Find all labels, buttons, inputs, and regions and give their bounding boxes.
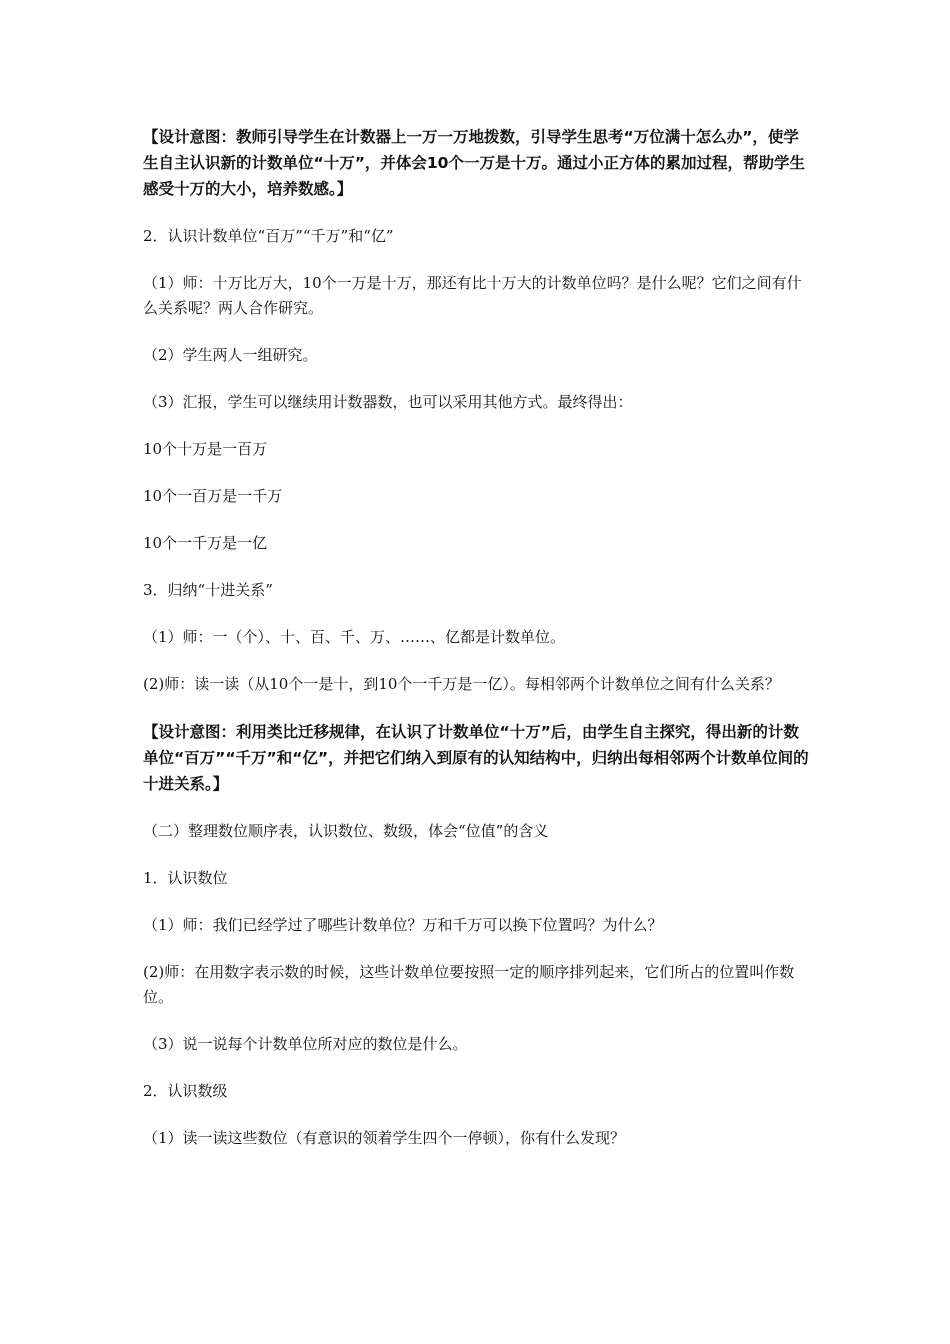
body-paragraph: （3）汇报，学生可以继续用计数器数，也可以采用其他方式。最终得出： xyxy=(143,393,633,411)
design-intent-paragraph: 【设计意图：教师引导学生在计数器上一万一万地拨数，引导学生思考“万位满十怎么办”，使学生自主认识新的计数单位“十万”，并体会10个一万是十万。通过小正方体的累加过程，帮助学生感受十万的大小，培养数感。】 xyxy=(143,128,805,198)
section-heading: 2．认识计数单位“百万”“千万”和“亿” xyxy=(143,227,394,245)
body-paragraph: （1）读一读这些数位（有意识的领着学生四个一停顿），你有什么发现？ xyxy=(143,1129,626,1147)
result-line: 10个一千万是一亿 xyxy=(143,534,268,552)
body-paragraph: （1）师：十万比万大，10个一万是十万，那还有比十万大的计数单位吗？是什么呢？它们之间有什么关系呢？两人合作研究。 xyxy=(143,274,802,317)
body-paragraph: （1）师：我们已经学过了哪些计数单位？万和千万可以换下位置吗？为什么？ xyxy=(143,916,663,934)
section-heading: （二）整理数位顺序表，认识数位、数级，体会“位值”的含义 xyxy=(143,822,549,840)
body-paragraph: （2）学生两人一组研究。 xyxy=(143,346,318,364)
document-page xyxy=(143,124,813,1173)
section-heading: 2．认识数级 xyxy=(143,1082,228,1100)
body-paragraph: （1）师：一（个）、十、百、千、万、……、亿都是计数单位。 xyxy=(143,628,566,646)
body-paragraph: (2)师：读一读（从10个一是十，到10个一千万是一亿）。每相邻两个计数单位之间有什么关系？ xyxy=(143,675,780,693)
result-line: 10个十万是一百万 xyxy=(143,440,268,458)
section-heading: 3．归纳“十进关系” xyxy=(143,581,273,599)
design-intent-paragraph: 【设计意图：利用类比迁移规律，在认识了计数单位“十万”后，由学生自主探究，得出新的计数单位“百万”“千万”和“亿”，并把它们纳入到原有的认知结构中，归纳出每相邻两个计数单位间的十进关系。】 xyxy=(143,723,809,793)
result-line: 10个一百万是一千万 xyxy=(143,487,283,505)
section-heading: 1．认识数位 xyxy=(143,869,228,887)
body-paragraph: (2)师：在用数字表示数的时候，这些计数单位要按照一定的顺序排列起来，它们所占的位置叫作数位。 xyxy=(143,963,795,1006)
body-paragraph: （3）说一说每个计数单位所对应的数位是什么。 xyxy=(143,1035,468,1053)
